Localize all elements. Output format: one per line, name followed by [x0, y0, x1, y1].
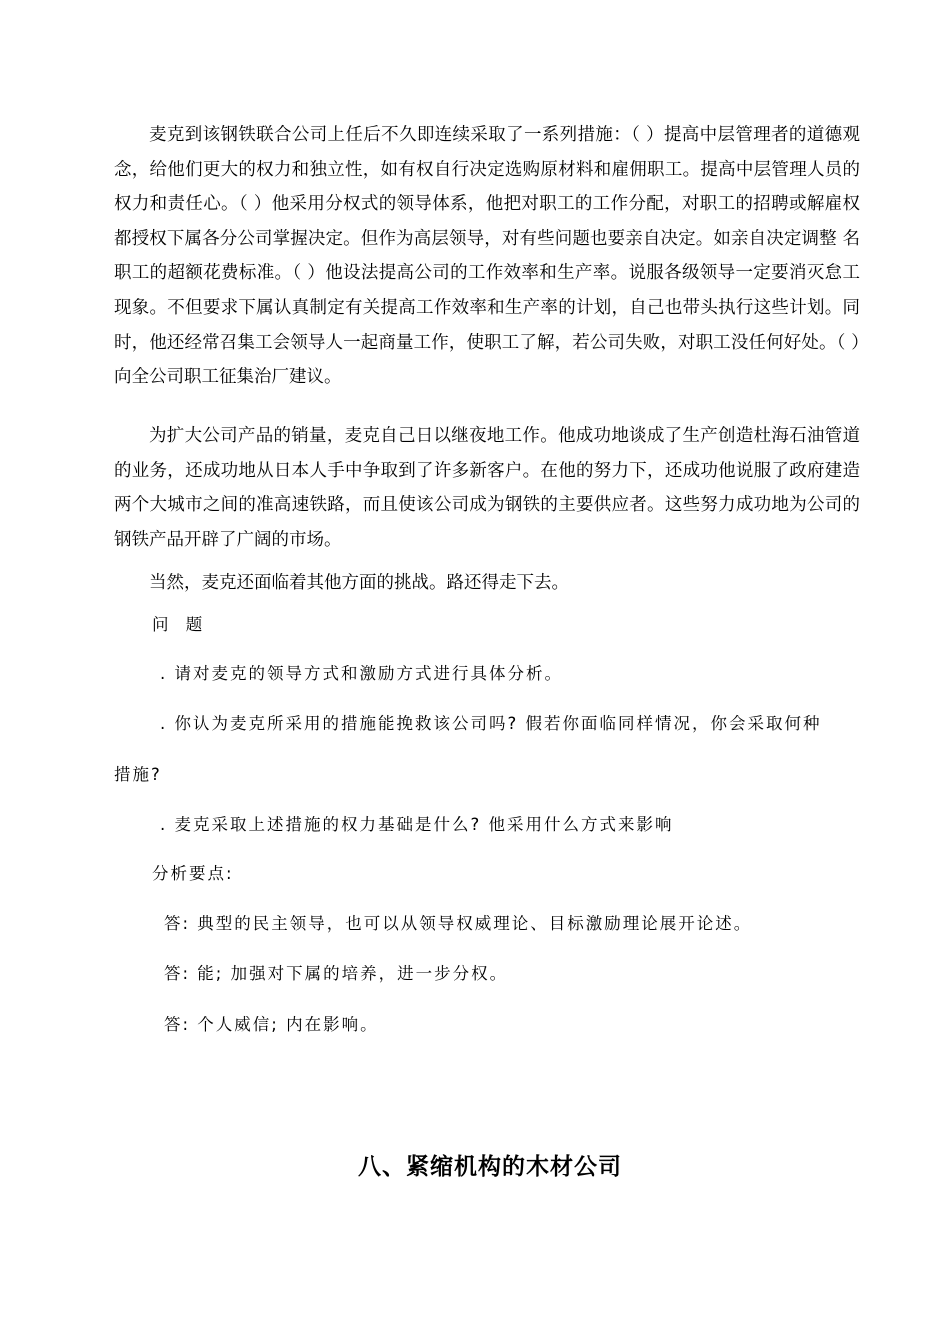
answer-2: 答: 能; 加强对下属的培养，进一步分权。: [164, 964, 509, 983]
section-title: 八、紧缩机构的木材公司: [358, 1154, 622, 1180]
question-3: . 麦克采取上述措施的权力基础是什么? 他采用什么方式来影响: [160, 815, 674, 834]
body-paragraph-1: 麦克到该钢铁联合公司上任后不久即连续采取了一系列措施：（ ）提高中层管理者的道德观念，给他们更大的权力和独立性，如有权自行决定选购原材料和雇佣职工。提高中层管理人员的权力和责任心。（ ）他采用分权式的领导体系，他把对职工的工作分配，对职工的招聘或解雇权都授权下属各分公司掌握决定。但作为高层领导，对有些问题也要亲自决定。如亲自决定调整 名职工的超额花费标准。（ ）他设法提高公司的工作效率和生产率。说服各级领导一定要消灭怠工现象。不但要求下属认真制定有关提高工作效率和生产率的计划，自己也带头执行这些计划。同时，他还经常召集工会领导人一起商量工作，使职工了解，若公司失败，对职工没任何好处。（ ）向全公司职工征集治厂建议。: [114, 125, 860, 388]
answer-3: 答: 个人威信; 内在影响。: [164, 1015, 379, 1034]
question-2: . 你认为麦克所采用的措施能挽救该公司吗? 假若你面临同样情况，你会采取何种: [160, 714, 822, 733]
body-paragraph-2: 为扩大公司产品的销量，麦克自己日以继夜地工作。他成功地谈成了生产创造杜海石油管道的业务，还成功地从日本人手中争取到了许多新客户。在他的努力下，还成功他说服了政府建造两个大城市之间的准高速铁路，而且使该公司成为钢铁的主要供应者。这些努力成功地为公司的钢铁产品开辟了广阔的市场。: [114, 426, 860, 550]
body-paragraph-3: 当然，麦克还面临着其他方面的挑战。路还得走下去。: [149, 573, 569, 593]
question-1: . 请对麦克的领导方式和激励方式进行具体分析。: [160, 664, 563, 683]
question-2-continuation: 措施?: [114, 765, 162, 784]
analysis-heading: 分析要点:: [152, 864, 234, 883]
questions-heading: 问 题: [152, 615, 209, 634]
answer-1: 答: 典型的民主领导，也可以从领导权威理论、目标激励理论展开论述。: [164, 914, 753, 933]
